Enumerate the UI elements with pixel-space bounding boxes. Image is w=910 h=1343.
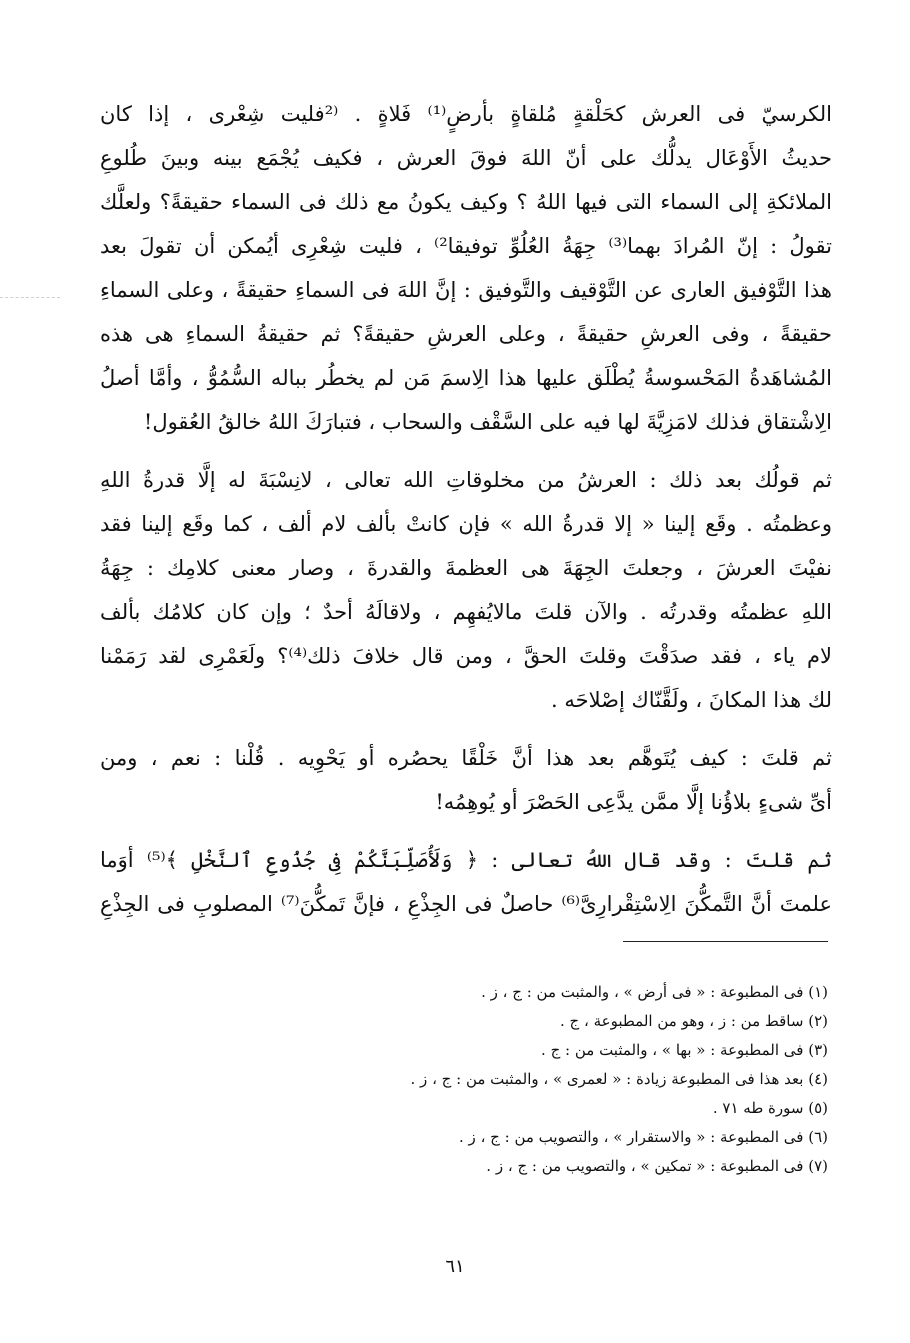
text-line: علمتَ أنَّ التَّمكُّنَ الِاسْتِقْرارِىَّ⁽⁶⁾ حاصلٌ فى الجِذْعِ ، فإنَّ تَمكُّنَ⁽⁷⁾ المصلوبِ فى الجِذْعِ <box>100 892 832 916</box>
footnote: (٧) فى المطبوعة : « تمكين » ، والتصويب من : ج ، ز . <box>486 1157 828 1175</box>
text-line: الِاشْتقاق فذلك لامَزِيَّةَ لها فيه على السَّقْف والسحاب ، فتبارَكَ اللهُ خالقُ العُقول! <box>143 410 832 434</box>
paragraph-4 <box>100 838 832 926</box>
footnote: (١) فى المطبوعة : « فى أرض » ، والمثبت من : ج ، ز . <box>481 983 828 1001</box>
text-line: لك هذا المكانَ ، ولَقَّنّاك إصْلاحَه . <box>551 688 832 712</box>
text-line: ثم قولُك بعد ذلك : العرشُ من مخلوقاتِ الله تعالى ، لانِسْبَةَ له إلَّا قدرةُ اللهِ <box>100 468 832 492</box>
paragraph-3 <box>100 736 832 824</box>
text-line: ثم قلتَ : وقد قال اللهُ تعالى : ﴿ وَلَأُصَلِّبَنَّكُمْ فِى جُذُوعِ ٱلنَّخْلِ ﴾⁽⁵⁾ أوَما <box>100 848 832 872</box>
footnote: (٢) ساقط من : ز ، وهو من المطبوعة ، ج . <box>560 1012 828 1030</box>
text-line: حديثُ الأَوْعَال يدلُّك على أنّ اللهَ فوقَ العرش ، فكيف يُجْمَع بينه وبينَ طُلوعِ <box>100 146 832 170</box>
main-text <box>100 92 832 926</box>
text-line: ثم قلتَ : كيف يُتَوهَّم بعد هذا أنَّ خَلْقًا يحصُره أو يَحْوِيه . قُلْنا : نعم ، ومن <box>100 746 832 770</box>
text-line: الكرسيّ فى العرش كحَلْقةٍ مُلقاةٍ بأرضٍ⁽¹⁾ فَلاةٍ . ⁽²فليت شِعْرى ، إذا كان <box>100 102 832 126</box>
text-line: نفيْتَ العرشَ ، وجعلتَ الجِهَةَ هى العظمةَ والقدرةَ ، وصار معنى كلامِك : جِهَةُ <box>100 556 832 580</box>
text-line: المُشاهَدةُ المَحْسوسةُ يُطْلَق عليها هذا الِاسمَ مَن لم يخطُر بباله السُّمُوُّ ، وأمَّا أصلُ <box>100 366 832 390</box>
text-line: حقيقةً ، وفى العرشِ حقيقةً ، وعلى العرشِ حقيقةً؟ ثم حقيقةُ السماءِ هى هذه <box>100 322 832 346</box>
page-number: ٦١ <box>445 1256 465 1277</box>
text-line: وعظمتُه . وقَع إلينا « إلا قدرةُ الله » فإن كانتْ بألف لام ألف ، كما وقَع إلينا فقد <box>100 512 832 536</box>
footnote: (٣) فى المطبوعة : « بها » ، والمثبت من : ج . <box>541 1041 828 1059</box>
paragraph-spacer <box>100 722 832 736</box>
text-line: أىِّ شىءٍ بلاؤُنا إلَّا ممَّن يدَّعِى الحَصْرَ أو يُوهِمُه! <box>435 790 832 814</box>
footnote-separator <box>623 941 828 942</box>
paragraph-spacer <box>100 444 832 458</box>
paragraph-2 <box>100 458 832 722</box>
text-line: تقولُ : إنّ المُرادَ بهما⁽³⁾ جِهَةُ العُلُوِّ توفيقا²⁾ ، فليت شِعْرِى أيُمكن أن تقولَ بعد <box>100 234 832 258</box>
paragraph-spacer <box>100 824 832 838</box>
text-line: اللهِ عظمتُه وقدرتُه . والآن قلتَ مالايُفهِم ، ولاقالَهُ أحدٌ ؛ وإن كان كلامُك بألف <box>100 600 832 624</box>
footnotes <box>100 978 828 1181</box>
paragraph-1 <box>100 92 832 444</box>
text-line: هذا التَّوْفيق العارى عن التَّوْقيف والتَّوفيق : إنَّ اللهَ فى السماءِ حقيقةً ، وعلى السماءِ <box>100 278 832 302</box>
footnote: (٥) سورة طه ٧١ . <box>712 1099 828 1117</box>
footnote: (٦) فى المطبوعة : « والاستقرار » ، والتصويب من : ج ، ز . <box>459 1128 828 1146</box>
text-line: الملائكةِ إلى السماء التى فيها اللهُ ؟ وكيف يكونُ مع ذلك فى السماء حقيقةً؟ ولعلَّك <box>100 190 832 214</box>
text-line: لام ياء ، فقد صدَقْتَ وقلتَ الحقَّ ، ومن قال خلافَ ذلك⁽⁴⁾؟ ولَعَمْرِى لقد رَمَمْنا <box>100 644 832 668</box>
margin-scan-mark <box>0 297 60 298</box>
footnote: (٤) بعد هذا فى المطبوعة زيادة : « لعمرى » ، والمثبت من : ج ، ز . <box>410 1070 828 1088</box>
